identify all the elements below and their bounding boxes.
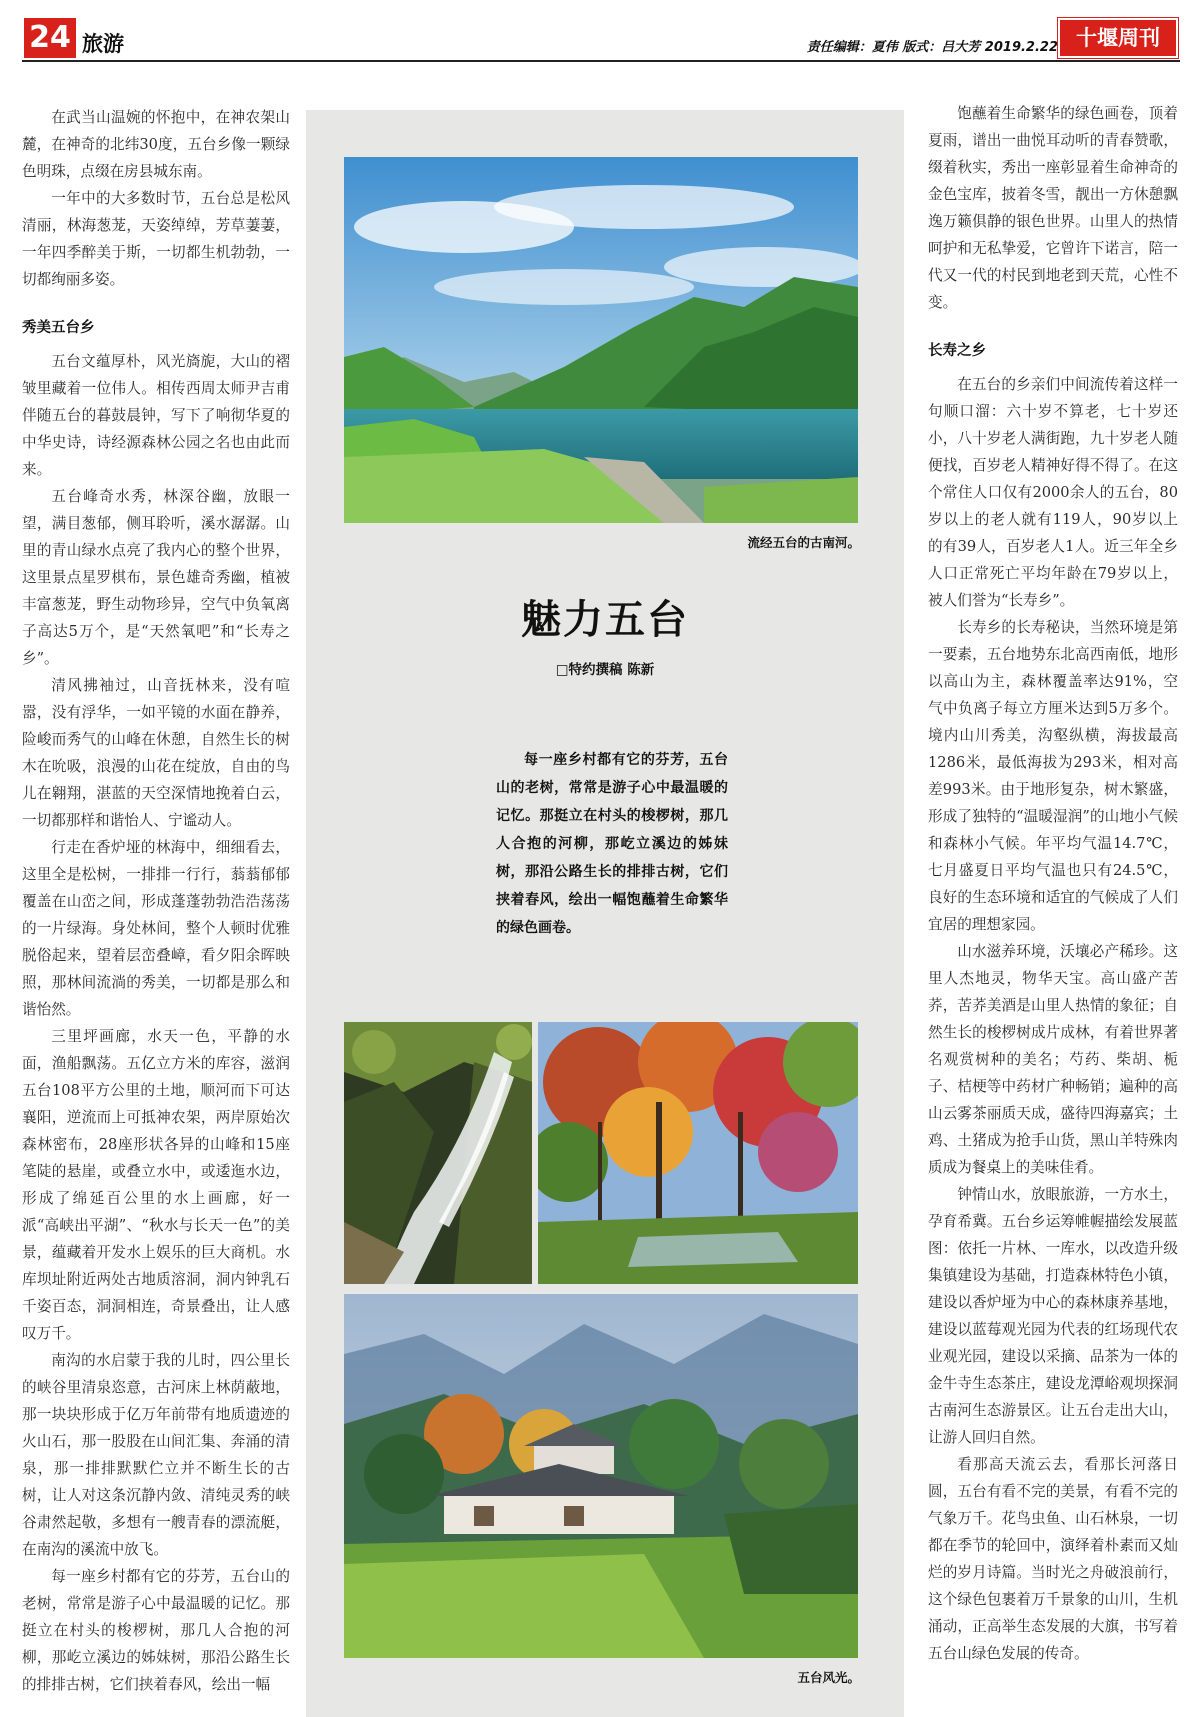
subheading: 秀美五台乡 — [22, 320, 95, 336]
river-photo-caption: 流经五台的古南河。 — [747, 535, 860, 550]
paragraph: 每一座乡村都有它的芬芳，五台山的老树，常常是游子心中最温暖的记忆。那挺立在村头的梭椤树，那几人合抱的河柳，那屹立溪边的姊妹树，那沿公路生长的排排古树，它们挟着春风，绘出一幅 — [22, 1568, 290, 1693]
paragraph: 看那高天流云去，看那长河落日圆，五台有看不完的美景，有看不完的气象万千。花鸟虫鱼、山石林泉，一切都在季节的轮回中，演绎着朴素而又灿烂的岁月诗篇。当时光之舟破浪前行，这个绿色包裹着万千景象的山川，生机涌动，正高举生态发展的大旗，书写着五台山绿色发展的传奇。 — [928, 1456, 1178, 1662]
paragraph: 三里坪画廊，水天一色，平静的水面，渔船飘荡。五亿立方米的库容，滋润五台108平方公里的土地，顺河而下可达襄阳，逆流而上可抵神农架，两岸原始次森林密布，28座形状各异的山峰和15座笔陡的悬崖，或叠立水中，或逶迤水边，形成了绵延百公里的水上画廊，好一派“高峡出平湖”、“秋水与长天一色”的美景，蕴藏着开发水上娱乐的巨大商机。水库坝址附近两处古地质溶洞，洞内钟乳石千姿百态，洞洞相连，奇景叠出，让人感叹万千。 — [22, 1028, 290, 1342]
left-column — [22, 104, 290, 1698]
paragraph: 长寿乡的长寿秘诀，当然环境是第一要素，五台地势东北高西南低，地形以高山为主，森林覆盖率达91%，空气中负离子每立方厘米达到5万多个。境内山川秀美，沟壑纵横，海拔最高1286米，最低海拔为293米，相对高差993米。由于地形复杂，树木繁盛，形成了独特的“温暖湿润”的山地小气候和森林小气候。年平均气温14.7℃，七月盛夏日平均气温也只有24.5℃，良好的生态环境和适宜的气候成了人们宜居的理想家园。 — [928, 619, 1178, 933]
masthead-logo: 十堰周刊 — [1058, 18, 1178, 58]
paragraph: 钟情山水，放眼旅游，一方水土，孕育希冀。五台乡运筹帷幄描绘发展蓝图：依托一片林、一库水，以改造升级集镇建设为基础，打造森林特色小镇，建设以香炉垭为中心的森林康养基地，建设以蓝莓观光园为代表的红场现代农业观光园，建设以采摘、品茶为一体的金牛寺生态茶庄，建设龙潭峪观坝探洞古南河生态游景区。让五台走出大山，让游人回归自然。 — [928, 1186, 1178, 1446]
river-lake-photo — [344, 157, 858, 523]
subheading: 长寿之乡 — [928, 343, 986, 359]
paragraph: 在五台的乡亲们中间流传着这样一句顺口溜：六十岁不算老，七十岁还小，八十岁老人满街跑，九十岁老人随便找，百岁老人精神好得不得了。在这个常住人口仅有2000余人的五台，80岁以上的老人就有119人，90岁以上的有39人，百岁老人1人。近三年全乡人口正常死亡平均年龄在79岁以上，被人们誉为“长寿乡”。 — [928, 376, 1178, 609]
center-feature-panel — [306, 110, 904, 1717]
page-number: 24 — [24, 18, 76, 58]
paragraph: 五台文蕴厚朴，风光旖旎，大山的褶皱里藏着一位伟人。相传西周太师尹吉甫伴随五台的暮鼓晨钟，写下了响彻华夏的中华史诗，诗经源森林公园之名也由此而来。 — [22, 353, 290, 478]
right-column — [928, 100, 1178, 1667]
autumn-forest-photo — [538, 1022, 858, 1284]
editor-line: 责任编辑：夏伟 版式：吕大芳 2019.2.22 — [806, 40, 1058, 55]
article-intro: 每一座乡村都有它的芬芳，五台山的老树，常常是游子心中最温暖的记忆。那挺立在村头的梭椤树，那几人合抱的河柳，那屹立溪边的姊妹树，那沿公路生长的排排古树，它们挟着春风，绘出一幅饱蘸着生命繁华的绿色画卷。 — [496, 752, 728, 936]
paragraph: 五台峰奇水秀，林深谷幽，放眼一望，满目葱郁，侧耳聆听，溪水潺潺。山里的青山绿水点亮了我内心的整个世界，这里景点星罗棋布，景色雄奇秀幽，植被丰富葱茏，野生动物珍异，空气中负氧离子高达5万个，是“天然氧吧”和“长寿之乡”。 — [22, 488, 290, 667]
scenery-photo-caption: 五台风光。 — [797, 1670, 860, 1685]
page-header — [0, 0, 1200, 62]
section-title: 旅游 — [82, 32, 124, 56]
paragraph: 行走在香炉垭的林海中，细细看去，这里全是松树，一排排一行行，蓊蓊郁郁覆盖在山峦之间，形成蓬蓬勃勃浩浩荡荡的一片绿海。身处林间，整个人顿时优雅脱俗起来，望着层峦叠嶂，看夕阳余晖映照，那林间流淌的秀美，一切都是那么和谐怡然。 — [22, 839, 290, 1018]
waterfall-photo — [344, 1022, 532, 1284]
village-scenery-photo — [344, 1294, 858, 1658]
paragraph: 山水滋养环境，沃壤必产稀珍。这里人杰地灵，物华天宝。高山盛产苦荞，苦荞美酒是山里人热情的象征；自然生长的梭椤树成片成林，有着世界著名观赏树种的美名；芍药、柴胡、栀子、桔梗等中药材广种畅销；遍种的高山云雾茶丽质天成，盛待四海嘉宾；土鸡、土猪成为抢手山货，黑山羊特殊肉质成为餐桌上的美味佳肴。 — [928, 943, 1178, 1176]
article-byline: □特约撰稿 陈新 — [555, 662, 655, 678]
paragraph: 南沟的水启蒙于我的儿时，四公里长的峡谷里清泉恣意，古河床上林荫蔽地，那一块块形成于亿万年前带有地质遗迹的火山石，那一股股在山间汇集、奔涌的清泉，那一排排默默伫立并不断生长的古树，让人对这条沉静内敛、清纯灵秀的峡谷肃然起敬，多想有一艘青春的漂流艇，在南沟的溪流中放飞。 — [22, 1352, 290, 1558]
paragraph: 一年中的大多数时节，五台总是松风清丽，林海葱茏，天姿绰绰，芳草萋萋，一年四季醉美于斯，一切都生机勃勃，一切都绚丽多姿。 — [22, 190, 290, 288]
header-rule — [22, 60, 1180, 62]
paragraph: 饱蘸着生命繁华的绿色画卷，顶着夏雨，谱出一曲悦耳动听的青春赞歌，缀着秋实，秀出一座彰显着生命神奇的金色宝库，披着冬雪，靓出一方休憩飘逸万籁俱静的银色世界。山里人的热情呵护和无私挚爱，它曾许下诺言，陪一代又一代的村民到地老到天荒，心性不变。 — [928, 105, 1178, 311]
paragraph: 清风拂袖过，山音抚林来，没有喧嚣，没有浮华，一如平镜的水面在静养，险峻而秀气的山峰在休憩，自然生长的树木在吮吸，浪漫的山花在绽放，自由的鸟儿在翱翔，湛蓝的天空深情地挽着白云，一切都那样和谐怡人、宁谧动人。 — [22, 677, 290, 829]
paragraph: 在武当山温婉的怀抱中，在神农架山麓，在神奇的北纬30度，五台乡像一颗绿色明珠，点缀在房县城东南。 — [22, 109, 290, 180]
article-title: 魅力五台 — [521, 596, 689, 643]
